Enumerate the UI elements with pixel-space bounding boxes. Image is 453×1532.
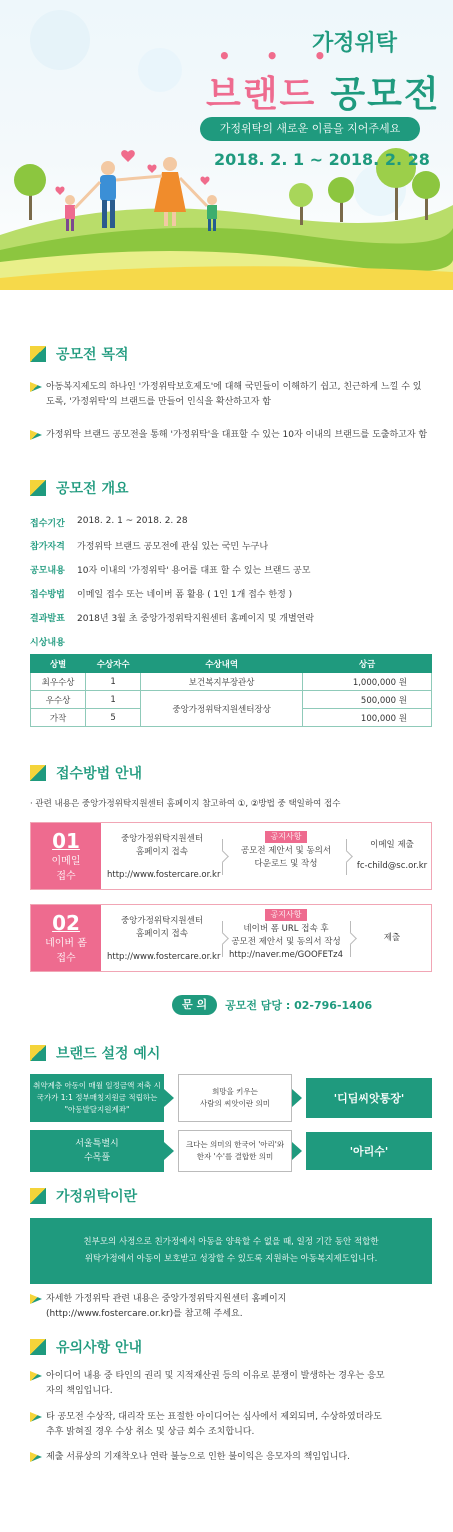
overview-key: 접수방법 <box>30 590 65 600</box>
example-2-source <box>30 1130 164 1172</box>
section-title-overview <box>30 478 129 498</box>
hero-dots: • • • <box>218 44 341 68</box>
prize-rank: 가작 <box>31 709 86 727</box>
method-name-sub: 접수 <box>56 953 76 964</box>
caution-item-text: 제출 서류상의 기재착오나 연락 불능으로 인한 불이익은 응모자의 책임입니다. <box>46 1452 350 1462</box>
section-title-apply <box>30 763 142 783</box>
arrow-right-icon <box>292 1142 302 1160</box>
step-text: 공모전 제안서 및 동의서 <box>240 846 332 856</box>
overview-key: 공모내용 <box>30 566 65 576</box>
example-text: 수목풀 <box>83 1153 111 1163</box>
method-number: 02 <box>52 911 80 935</box>
bullet-arrow-icon <box>30 1412 42 1422</box>
method-step-1 <box>107 833 221 882</box>
hero-sup-title: 가정위탁 <box>312 31 398 56</box>
method-number-badge <box>31 823 101 889</box>
prize-amount: 1,000,000 원 <box>303 673 432 691</box>
step-arrow-icon <box>337 839 347 875</box>
hero-date: 2018. 2. 1 ~ 2018. 2. 28 <box>214 150 430 169</box>
step-arrow-icon <box>213 839 223 875</box>
overview-row <box>30 539 268 552</box>
prize-col-header: 수상자수 <box>86 655 141 673</box>
purpose-item-text: 가정위탁 브랜드 공모전을 통해 '가정위탁'을 대표할 수 있는 10자 이내의 브랜드를 도출하고자 함 <box>46 430 428 440</box>
homepage-link[interactable]: http://www.fostercare.or.kr <box>107 952 221 962</box>
prize-count: 1 <box>86 691 141 709</box>
overview-value: 가정위탁 브랜드 공모전에 관심 있는 국민 누구나 <box>77 542 269 552</box>
section-square-icon <box>30 1188 46 1204</box>
step-arrow-icon <box>341 921 351 957</box>
definition-more-text[interactable]: 자세한 가정위탁 관련 내용은 중앙가정위탁지원센터 홈페이지 (http://www.fostercare.or.kr)를 참고해 주세요. <box>46 1294 287 1319</box>
method-step-2 <box>231 831 341 871</box>
section-square-icon <box>30 1045 46 1061</box>
step-text: 다운로드 및 작성 <box>254 859 318 869</box>
prize-rank: 우수상 <box>31 691 86 709</box>
section-title-examples <box>30 1043 160 1063</box>
overview-key: 결과발표 <box>30 614 65 624</box>
step-text: 이메일 제출 <box>370 840 414 850</box>
apply-method-email <box>30 822 432 890</box>
example-text: 서울특별시 <box>75 1139 119 1149</box>
overview-key: 접수기간 <box>30 519 65 529</box>
section-title-caution <box>30 1337 142 1357</box>
purpose-item-text: 아동복지제도의 하나인 '가정위탁보호제도'에 대해 국민들이 이해하기 쉽고, 친근하게 느낄 수 있도록, '가정위탁'의 브랜드를 만들어 인식을 확산하고자 함 <box>46 382 422 407</box>
hero-banner <box>0 0 453 290</box>
notice-tag: 공지사항 <box>265 909 308 921</box>
section-title-text: 공모전 개요 <box>56 481 129 497</box>
bullet-arrow-icon <box>30 1452 42 1462</box>
hero-title-brand: 브랜드 <box>206 74 317 115</box>
apply-note: · 관련 내용은 중앙가정위탁지원센터 홈페이지 참고하여 ①, ②방법 중 택일하여 접수 <box>30 799 341 809</box>
method-step-3 <box>353 932 431 945</box>
prize-award: 중앙가정위탁지원센터장상 <box>141 691 303 727</box>
step-arrow-icon <box>213 921 223 957</box>
overview-value: 이메일 접수 또는 네이버 폼 활용 ( 1인 1개 접수 한정 ) <box>77 590 293 600</box>
caution-item <box>30 1450 390 1465</box>
section-title-text: 공모전 목적 <box>56 347 129 363</box>
example-2-brand: '아리수' <box>306 1132 432 1170</box>
purpose-item <box>30 428 430 443</box>
prize-amount: 100,000 원 <box>303 709 432 727</box>
prize-col-header: 상금 <box>303 655 432 673</box>
step-text: 중앙가정위탁지원센터 <box>120 834 204 844</box>
method-number-badge <box>31 905 101 971</box>
example-1-source <box>30 1074 164 1122</box>
overview-row <box>30 563 310 576</box>
definition-text: 친부모의 사정으로 친가정에서 아동을 양육할 수 없을 때, 일정 기간 동안 적합한 <box>83 1237 379 1247</box>
caution-item <box>30 1410 390 1440</box>
overview-value: 2018년 3월 초 중앙가정위탁지원센터 홈페이지 및 개별연락 <box>77 614 315 624</box>
prize-rank: 최우수상 <box>31 673 86 691</box>
step-text: 홈페이지 접속 <box>136 929 188 939</box>
hero-tagline: 가정위탁의 새로운 이름을 지어주세요 <box>200 117 420 141</box>
naver-form-link[interactable]: http://naver.me/GOOFETz4 <box>229 950 343 960</box>
section-title-purpose <box>30 344 129 364</box>
overview-row <box>30 587 292 600</box>
bullet-arrow-icon <box>30 1294 42 1304</box>
arrow-right-icon <box>164 1142 174 1160</box>
section-title-text: 가정위탁이란 <box>56 1189 138 1205</box>
overview-key: 참가자격 <box>30 542 65 552</box>
example-text: 희망을 키우는 <box>212 1087 258 1096</box>
example-1-meaning <box>178 1074 292 1122</box>
section-square-icon <box>30 480 46 496</box>
hero-main-title <box>206 66 441 117</box>
method-name: 이메일 <box>51 856 81 867</box>
contact-info <box>172 995 372 1015</box>
section-title-text: 브랜드 설정 예시 <box>56 1046 161 1062</box>
prize-award: 보건복지부장관상 <box>141 673 303 691</box>
prize-count: 1 <box>86 673 141 691</box>
purpose-item <box>30 380 430 410</box>
example-text: 취약계층 아동이 매월 일정금액 저축 시 <box>33 1081 161 1090</box>
prize-label <box>30 635 77 648</box>
step-text: 제출 <box>383 933 401 943</box>
caution-item <box>30 1369 390 1399</box>
bullet-arrow-icon <box>30 382 42 392</box>
caution-item-text: 아이디어 내용 중 타인의 권리 및 지적재산권 등의 이유로 분쟁이 발생하는 경우는 응모자의 책임입니다. <box>46 1371 385 1396</box>
prize-amount: 500,000 원 <box>303 691 432 709</box>
section-square-icon <box>30 765 46 781</box>
contact-phone[interactable]: 공모전 담당 : 02-796-1406 <box>225 999 373 1012</box>
step-text: 공모전 제안서 및 동의서 작성 <box>231 937 341 947</box>
arrow-right-icon <box>292 1089 302 1107</box>
overview-value: 2018. 2. 1 ~ 2018. 2. 28 <box>77 516 188 526</box>
definition-box <box>30 1218 432 1284</box>
example-2-meaning <box>178 1130 292 1172</box>
example-text: 한자 '수'를 결합한 의미 <box>196 1152 274 1161</box>
overview-row <box>30 611 314 624</box>
step-text: 홈페이지 접속 <box>136 847 188 857</box>
example-text: 사람의 씨앗이란 의미 <box>200 1099 270 1108</box>
prize-label-text: 시상내용 <box>30 638 65 648</box>
example-text: 국가가 1:1 정부매칭지원금 적립하는 <box>36 1093 158 1102</box>
definition-text: 위탁가정에서 아동이 보호받고 성장할 수 있도록 지원하는 아동복지제도입니다. <box>84 1254 378 1264</box>
section-square-icon <box>30 346 46 362</box>
example-text: 크다는 의미의 한국어 '아리'와 <box>185 1140 285 1149</box>
bullet-arrow-icon <box>30 1371 42 1381</box>
overview-value: 10자 이내의 '가정위탁' 용어를 대표 할 수 있는 브랜드 공모 <box>77 566 311 576</box>
method-name: 네이버 폼 <box>45 938 87 949</box>
method-number: 01 <box>52 829 80 853</box>
contact-label: 문 의 <box>172 995 217 1015</box>
homepage-link[interactable]: http://www.fostercare.or.kr <box>107 870 221 880</box>
definition-more <box>30 1292 340 1322</box>
section-square-icon <box>30 1339 46 1355</box>
step-text: 중앙가정위탁지원센터 <box>120 916 204 926</box>
prize-col-header: 수상내역 <box>141 655 303 673</box>
prize-table <box>30 654 432 727</box>
bullet-arrow-icon <box>30 430 42 440</box>
example-text: "아동발달지원계좌" <box>64 1105 130 1114</box>
method-name-sub: 접수 <box>56 871 76 882</box>
section-title-text: 접수방법 안내 <box>56 766 143 782</box>
table-row <box>31 673 432 691</box>
section-title-text: 유의사항 안내 <box>56 1340 143 1356</box>
prize-col-header: 상별 <box>31 655 86 673</box>
arrow-right-icon <box>164 1089 174 1107</box>
section-title-definition <box>30 1186 137 1206</box>
prize-count: 5 <box>86 709 141 727</box>
notice-tag: 공지사항 <box>265 831 308 843</box>
example-1-brand: '디딤씨앗통장' <box>306 1078 432 1118</box>
hero-title-contest: 공모전 <box>330 74 441 115</box>
prize-table-header <box>31 655 432 673</box>
method-step-3 <box>353 839 431 873</box>
table-row <box>31 691 432 709</box>
step-text: 네이버 폼 URL 접속 후 <box>243 924 329 934</box>
apply-method-naver <box>30 904 432 972</box>
method-step-2 <box>227 909 345 962</box>
method-step-1 <box>107 915 221 964</box>
heart-icon <box>55 150 209 195</box>
overview-row <box>30 516 188 529</box>
email-link[interactable]: fc-child@sc.or.kr <box>356 861 428 871</box>
caution-item-text: 타 공모전 수상작, 대리작 또는 표절한 아이디어는 심사에서 제외되며, 수상하였더라도 추후 밝혀질 경우 수상 취소 및 상금 회수 조치합니다. <box>46 1412 382 1437</box>
